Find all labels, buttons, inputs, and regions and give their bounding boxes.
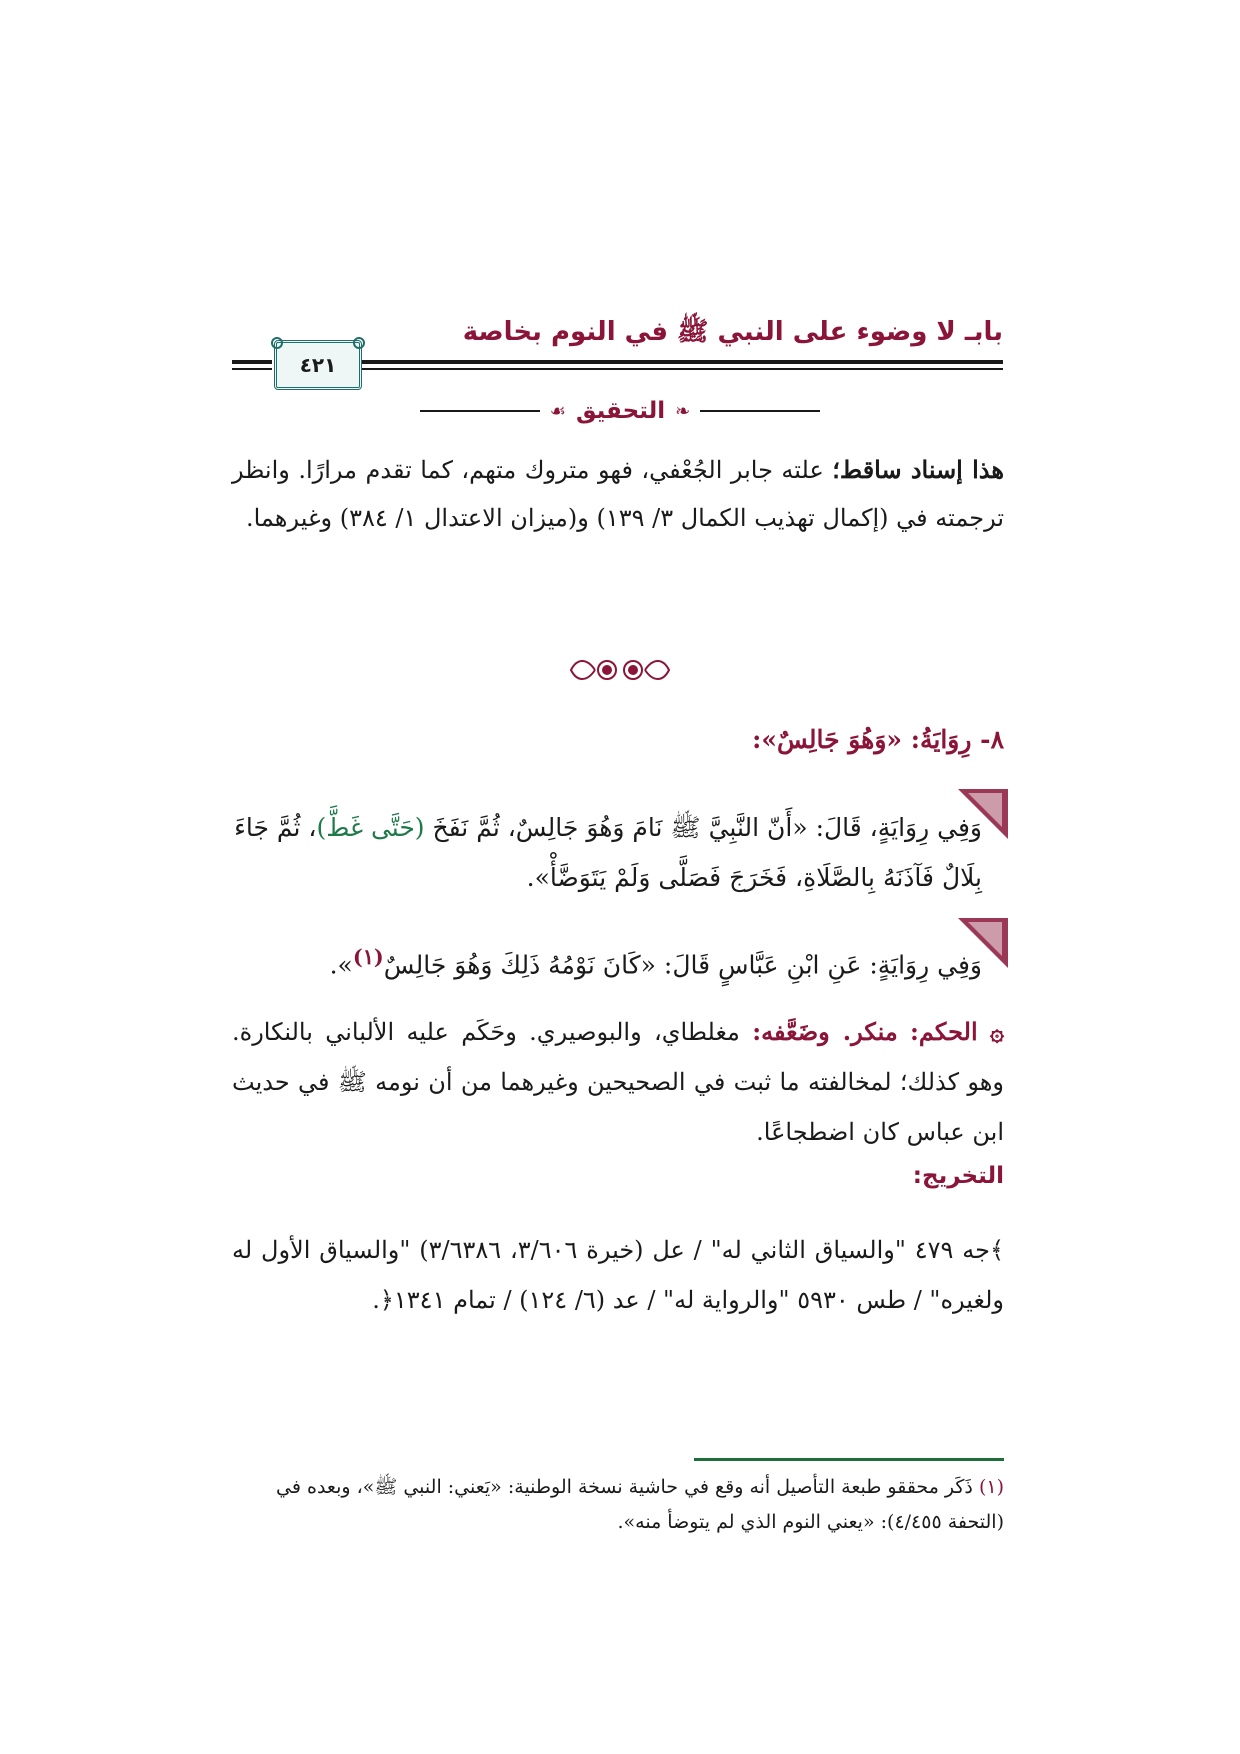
header-rule-thin bbox=[360, 368, 1003, 370]
tahqiq-label: التحقيق bbox=[575, 398, 666, 424]
ornament-icon: ❧ bbox=[675, 400, 691, 422]
footnote bbox=[232, 1470, 1004, 1540]
hukm-label: الحكم: bbox=[910, 1017, 978, 1046]
header-rule-left bbox=[232, 360, 272, 364]
page-number-frame bbox=[274, 340, 362, 390]
isnad-text: علته جابر الجُعْفي، فهو متروك متهم، كما تقدم مرارًا. وانظر ترجمته في (إكمال تهذيب الكمال ٣/ ١٣٩) و(ميزان الاعتدال ١/ ٣٨٤) وغيرهما. bbox=[232, 456, 1004, 532]
isnad-paragraph bbox=[232, 446, 1004, 542]
ornament-line bbox=[700, 410, 820, 412]
page-number: ٤٢١ bbox=[299, 353, 337, 377]
section-title: رِوَايَةُ: «وَهُوَ جَالِسٌ»: bbox=[752, 725, 972, 754]
section-heading bbox=[752, 725, 1004, 754]
takhrij-text: ﴾جه ٤٧٩ "والسياق الثاني له" / عل (خيرة ٣/٦٠٦، ٣/٦٣٨٦) "والسياق الأول له ولغيره" / طس ٥٩٣٠ "والرواية له" / عد (٦/ ١٢٤) / تمام ١٣٤١﴿. bbox=[232, 1236, 1005, 1314]
hukm-paragraph bbox=[232, 1007, 1004, 1157]
quote2-end: ». bbox=[329, 950, 353, 980]
header-rule bbox=[360, 360, 1003, 364]
footnote-text: ذَكَر محققو طبعة التأصيل أنه وقع في حاشية نسخة الوطنية: «يَعني: النبي ﷺ»، وبعده في (التحفة ٤/٤٥٥): «يعني النوم الذي لم يتوضأ منه». bbox=[276, 1476, 1004, 1533]
running-header: بابـ لا وضوء على النبي ﷺ في النوم بخاصة bbox=[462, 317, 1003, 347]
ornament-icon: ☙ bbox=[549, 400, 566, 422]
hukm-icon: ۞ bbox=[989, 1017, 1005, 1046]
section-divider bbox=[0, 650, 1240, 694]
tahqiq-heading bbox=[0, 398, 1240, 424]
corner-ornament-icon bbox=[958, 918, 1008, 968]
footnote-ref[interactable]: (١) bbox=[352, 944, 384, 969]
section-number: ٨- bbox=[980, 725, 1004, 754]
quote1-variant: (حَتَّى غَطَّ) bbox=[316, 813, 425, 842]
header-rule-left-thin bbox=[232, 368, 272, 370]
isnad-verdict: هذا إسناد ساقط؛ bbox=[832, 455, 1004, 484]
corner-ornament-icon bbox=[958, 789, 1008, 839]
takhrij-heading: التخريج: bbox=[912, 1163, 1004, 1189]
footnote-number: (١) bbox=[978, 1476, 1004, 1498]
footnote-separator bbox=[694, 1458, 1004, 1461]
quote2-text: وَفِي رِوَايَةٍ: عَنِ ابْنِ عَبَّاسٍ قَالَ: «كَانَ نَوْمُهُ ذَلِكَ وَهُوَ جَالِسٌ bbox=[383, 950, 982, 980]
quote1-text: وَفِي رِوَايَةٍ، قَالَ: «أَنّ النَّبِيَّ ﷺ نَامَ وَهُوَ جَالِسٌ، ثُمَّ نَفَخَ bbox=[424, 813, 982, 842]
floral-divider-icon bbox=[565, 650, 675, 690]
hukm-text: مغلطاي، والبوصيري. وحَكَم عليه الألباني بالنكارة. وهو كذلك؛ لمخالفته ما ثبت في الصحيحين وغيرهما من أن نومه ﷺ في حديث ابن عباس كان اضطجاعًا. bbox=[232, 1018, 1004, 1146]
hukm-verdict: منكر. وضَعَّفه: bbox=[752, 1017, 898, 1046]
riwaya-quote-1 bbox=[232, 803, 1004, 903]
quote1-text-end: ، ثُمَّ جَاءَ بِلَالٌ فَآذَنَهُ بِالصَّلَاةِ، فَخَرَجَ فَصَلَّى وَلَمْ يَتَوَضَّأْ». bbox=[234, 813, 982, 892]
ornament-line bbox=[420, 410, 540, 412]
riwaya-quote-2 bbox=[232, 932, 1004, 990]
